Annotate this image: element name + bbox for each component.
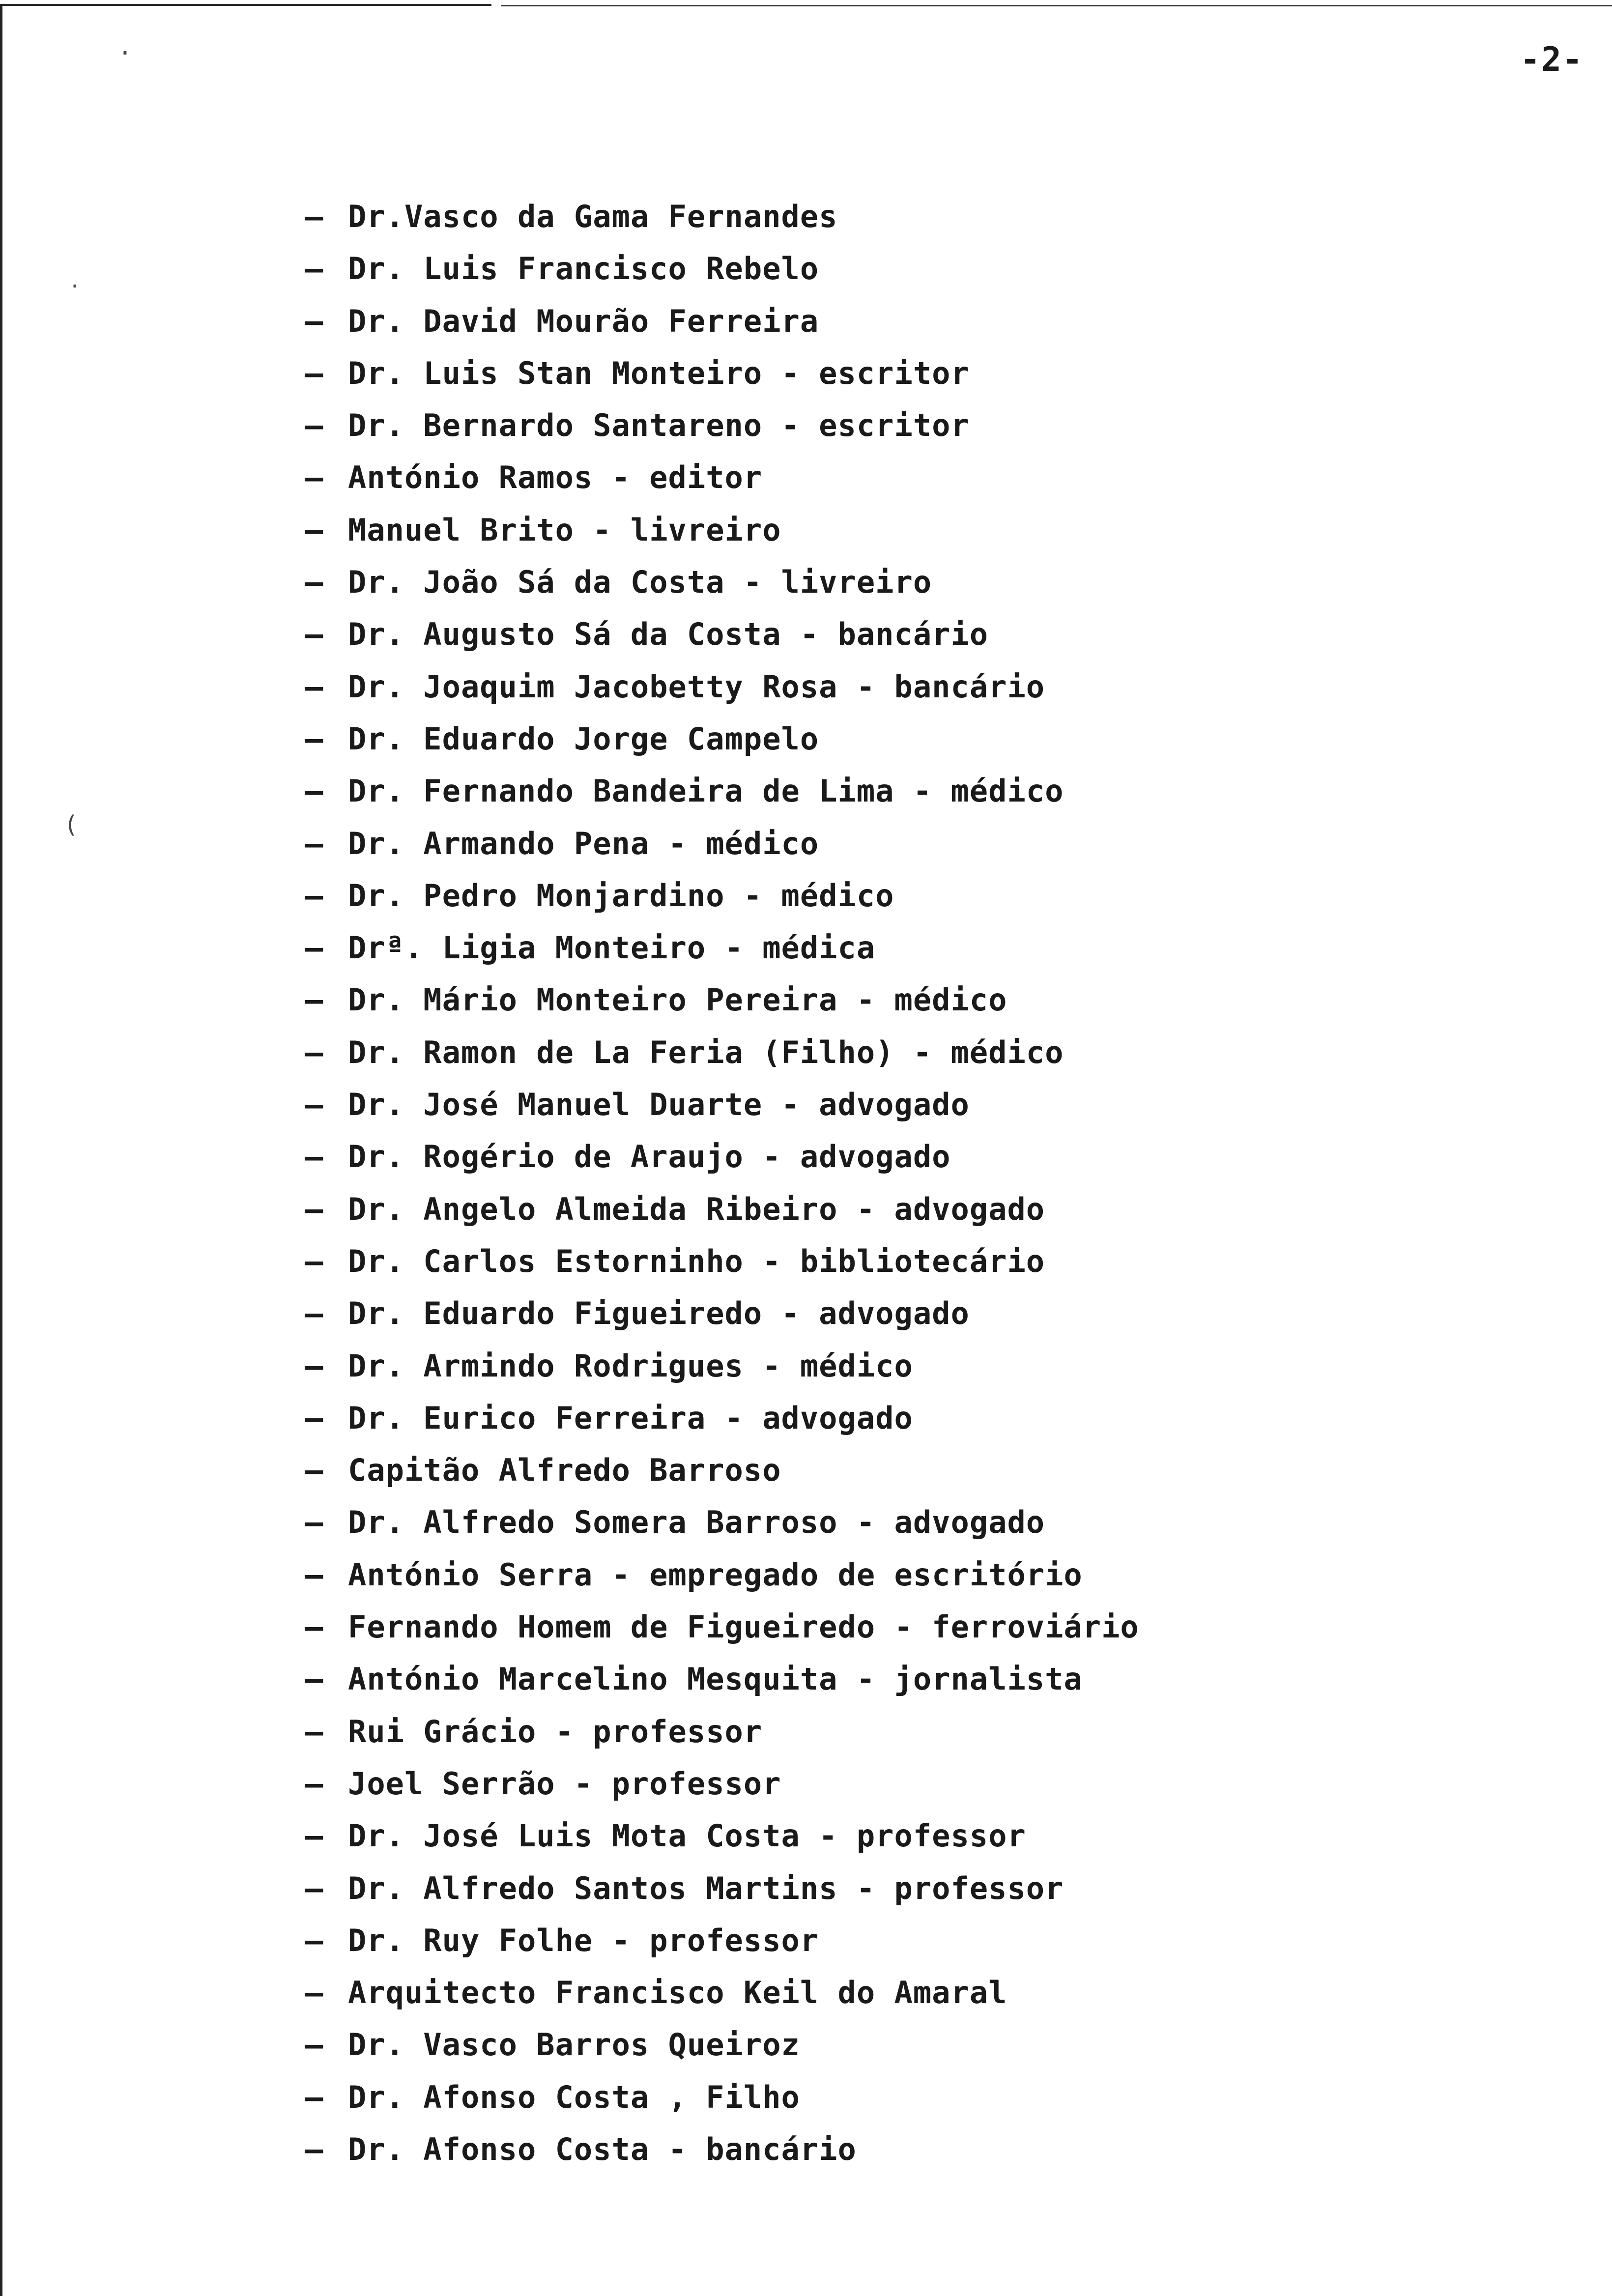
bullet-dash: –	[305, 825, 324, 861]
entry-text: Dr. David Mourão Ferreira	[348, 303, 819, 339]
entry-text: Dr. João Sá da Costa - livreiro	[348, 564, 932, 601]
bullet-dash: –	[305, 982, 324, 1018]
entry-text: António Serra - empregado de escritório	[348, 1556, 1083, 1593]
list-item	[305, 1079, 1139, 1131]
bullet-dash: –	[305, 1661, 324, 1697]
entry-text: António Marcelino Mesquita - jornalista	[348, 1661, 1083, 1697]
bullet-dash: –	[305, 773, 324, 809]
bullet-dash: –	[305, 877, 324, 914]
bullet-dash: –	[305, 1400, 324, 1436]
bullet-dash: –	[305, 407, 324, 444]
bullet-dash: –	[305, 2079, 324, 2115]
list-item	[305, 1027, 1139, 1079]
entry-text: Dr. Mário Monteiro Pereira - médico	[348, 982, 1008, 1018]
bullet-dash: –	[305, 1975, 324, 2011]
bullet-dash: –	[305, 251, 324, 287]
entry-text: Arquitecto Francisco Keil do Amaral	[348, 1975, 1008, 2011]
bullet-dash: –	[305, 1870, 324, 1906]
list-item	[305, 1235, 1139, 1288]
list-item	[305, 1496, 1139, 1549]
list-item	[305, 1392, 1139, 1444]
top-border-line-right	[501, 5, 1612, 6]
entry-text: Dr. Ruy Folhe - professor	[348, 1922, 819, 1958]
list-item	[305, 713, 1139, 765]
bullet-dash: –	[305, 1922, 324, 1958]
list-item	[305, 504, 1139, 556]
list-item	[305, 1549, 1139, 1601]
list-item	[305, 2124, 1139, 2176]
list-item	[305, 870, 1139, 922]
list-item	[305, 1444, 1139, 1496]
entry-text: Dr. Bernardo Santareno - escritor	[348, 407, 970, 444]
list-item	[305, 295, 1139, 347]
list-item	[305, 1967, 1139, 2019]
list-item	[305, 1863, 1139, 1915]
scan-speck: ·	[69, 275, 81, 298]
bullet-dash: –	[305, 1504, 324, 1541]
list-item	[305, 243, 1139, 295]
bullet-dash: –	[305, 1034, 324, 1070]
entry-text: Dr. Luis Stan Monteiro - escritor	[348, 355, 970, 391]
entry-text: Capitão Alfredo Barroso	[348, 1452, 781, 1489]
entry-text: Dr. Joaquim Jacobetty Rosa - bancário	[348, 668, 1045, 705]
list-item	[305, 1288, 1139, 1340]
bullet-dash: –	[305, 1348, 324, 1384]
bullet-dash: –	[305, 512, 324, 548]
list-item	[305, 2071, 1139, 2124]
entry-text: Dr. Eurico Ferreira - advogado	[348, 1400, 913, 1436]
bullet-dash: –	[305, 2131, 324, 2167]
list-item	[305, 556, 1139, 608]
entry-text: Dr. Angelo Almeida Ribeiro - advogado	[348, 1191, 1045, 1227]
entry-text: Dr. Rogério de Araujo - advogado	[348, 1139, 951, 1175]
entry-text: Manuel Brito - livreiro	[348, 512, 781, 548]
list-item	[305, 1706, 1139, 1758]
entry-text: Dr. Afonso Costa , Filho	[348, 2079, 800, 2115]
bullet-dash: –	[305, 1191, 324, 1227]
entry-text: Dr.Vasco da Gama Fernandes	[348, 199, 838, 234]
entry-text: Dr. José Luis Mota Costa - professor	[348, 1818, 1026, 1854]
bullet-dash: –	[305, 2027, 324, 2063]
list-item	[305, 1601, 1139, 1653]
entry-text: Dr. Eduardo Jorge Campelo	[348, 720, 819, 757]
entry-text: Dr. Luis Francisco Rebelo	[348, 251, 819, 287]
entry-text: Joel Serrão - professor	[348, 1765, 781, 1802]
entry-text: Dr. Armindo Rodrigues - médico	[348, 1348, 913, 1384]
entry-text: Drª. Ligia Monteiro - médica	[348, 930, 876, 966]
bullet-dash: –	[305, 1818, 324, 1854]
list-item	[305, 661, 1139, 713]
name-list	[305, 191, 1139, 2176]
list-item	[305, 1131, 1139, 1183]
entry-text: Dr. Armando Pena - médico	[348, 825, 819, 861]
list-item	[305, 1810, 1139, 1862]
list-item	[305, 2019, 1139, 2071]
bullet-dash: –	[305, 459, 324, 496]
bullet-dash: –	[305, 564, 324, 601]
list-item	[305, 400, 1139, 452]
list-item	[305, 974, 1139, 1026]
bullet-dash: –	[305, 720, 324, 757]
entry-text: Dr. Eduardo Figueiredo - advogado	[348, 1295, 970, 1332]
top-border-line	[0, 4, 491, 6]
entry-text: Dr. Augusto Sá da Costa - bancário	[348, 616, 989, 653]
bullet-dash: –	[305, 616, 324, 653]
bullet-dash: –	[305, 1713, 324, 1750]
bullet-dash: –	[305, 303, 324, 339]
entry-text: Dr. Ramon de La Feria (Filho) - médico	[348, 1034, 1064, 1070]
bullet-dash: –	[305, 1765, 324, 1802]
entry-text: Dr. Carlos Estorninho - bibliotecário	[348, 1243, 1045, 1279]
bullet-dash: –	[305, 1243, 324, 1279]
entry-text: Dr. Alfredo Santos Martins - professor	[348, 1870, 1064, 1906]
left-border-line	[0, 4, 2, 2296]
list-item	[305, 818, 1139, 870]
list-item	[305, 1340, 1139, 1392]
entry-text: Dr. Vasco Barros Queiroz	[348, 2027, 800, 2063]
page-number: -2-	[1520, 40, 1583, 79]
entry-text: Fernando Homem de Figueiredo - ferroviário	[348, 1609, 1139, 1645]
list-item	[305, 191, 1139, 243]
entry-text: Dr. Fernando Bandeira de Lima - médico	[348, 773, 1064, 809]
list-item	[305, 765, 1139, 817]
bullet-dash: –	[305, 1452, 324, 1489]
bullet-dash: –	[305, 1295, 324, 1332]
bullet-dash: –	[305, 1609, 324, 1645]
list-item	[305, 608, 1139, 660]
entry-text: Dr. José Manuel Duarte - advogado	[348, 1087, 970, 1123]
entry-text: Dr. Alfredo Somera Barroso - advogado	[348, 1504, 1045, 1541]
entry-text: António Ramos - editor	[348, 459, 763, 496]
entry-text: Rui Grácio - professor	[348, 1713, 763, 1750]
list-item	[305, 1183, 1139, 1235]
list-item	[305, 347, 1139, 400]
list-item	[305, 1915, 1139, 1967]
bullet-dash: –	[305, 199, 324, 234]
list-item	[305, 452, 1139, 504]
bullet-dash: –	[305, 1139, 324, 1175]
bullet-dash: –	[305, 930, 324, 966]
scan-speck: ·	[118, 39, 132, 67]
entry-text: Dr. Afonso Costa - bancário	[348, 2131, 857, 2167]
list-item	[305, 922, 1139, 974]
list-item	[305, 1758, 1139, 1810]
bullet-dash: –	[305, 1087, 324, 1123]
bullet-dash: –	[305, 668, 324, 705]
list-item	[305, 1653, 1139, 1705]
bullet-dash: –	[305, 1556, 324, 1593]
entry-text: Dr. Pedro Monjardino - médico	[348, 877, 894, 914]
bullet-dash: –	[305, 355, 324, 391]
scan-bracket-mark: (	[64, 811, 78, 838]
